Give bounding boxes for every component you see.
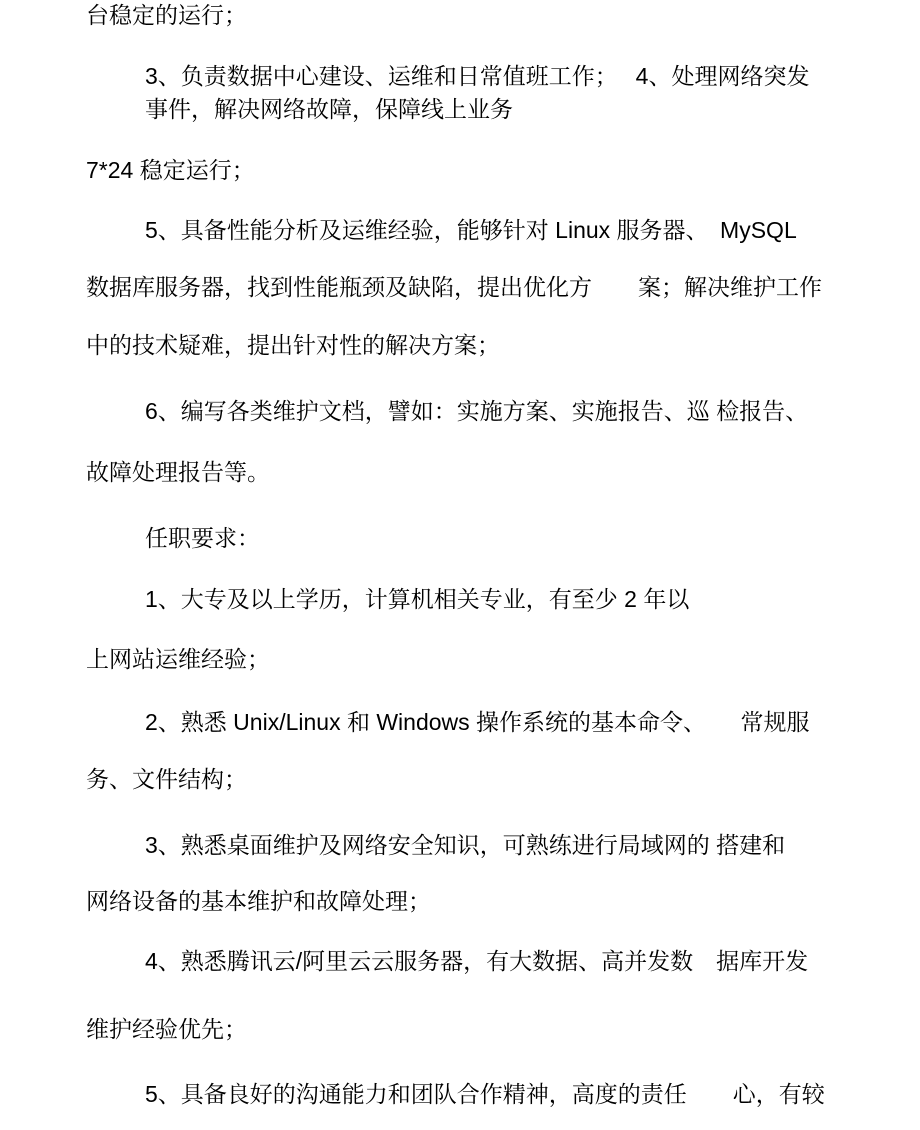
doc-line-13: 2、熟悉 Unix/Linux 和 Windows 操作系统的基本命令、 常规服 [145, 709, 810, 735]
doc-line-10-section-heading: 任职要求： [145, 525, 260, 551]
doc-line-19: 5、具备良好的沟通能力和团队合作精神，高度的责任 心，有较 [145, 1081, 825, 1107]
doc-line-06: 数据库服务器，找到性能瓶颈及缺陷，提出优化方 案；解决维护工作 [86, 274, 822, 300]
doc-line-15: 3、熟悉桌面维护及网络安全知识，可熟练进行局域网的 搭建和 [145, 832, 786, 858]
doc-line-05: 5、具备性能分析及运维经验，能够针对 Linux 服务器、 MySQL [145, 217, 797, 243]
doc-line-07: 中的技术疑难，提出针对性的解决方案； [86, 332, 500, 358]
doc-line-04: 7*24 稳定运行； [86, 157, 255, 183]
doc-line-01: 台稳定的运行； [86, 2, 247, 28]
doc-line-12: 上网站运维经验； [86, 646, 270, 672]
doc-line-08: 6、编写各类维护文档，譬如：实施方案、实施报告、巡 检报告、 [145, 398, 809, 424]
doc-line-16: 网络设备的基本维护和故障处理； [86, 888, 431, 914]
doc-line-02: 3、负责数据中心建设、运维和日常值班工作； 4、处理网络突发 [145, 63, 810, 89]
doc-line-18: 维护经验优先； [86, 1016, 247, 1042]
doc-line-14: 务、文件结构； [86, 766, 247, 792]
doc-line-03: 事件，解决网络故障，保障线上业务 [145, 96, 513, 122]
doc-line-17: 4、熟悉腾讯云/阿里云云服务器，有大数据、高并发数 据库开发 [145, 948, 809, 974]
doc-line-11: 1、大专及以上学历，计算机相关专业，有至少 2 年以 [145, 586, 690, 612]
doc-line-09: 故障处理报告等。 [86, 459, 270, 485]
